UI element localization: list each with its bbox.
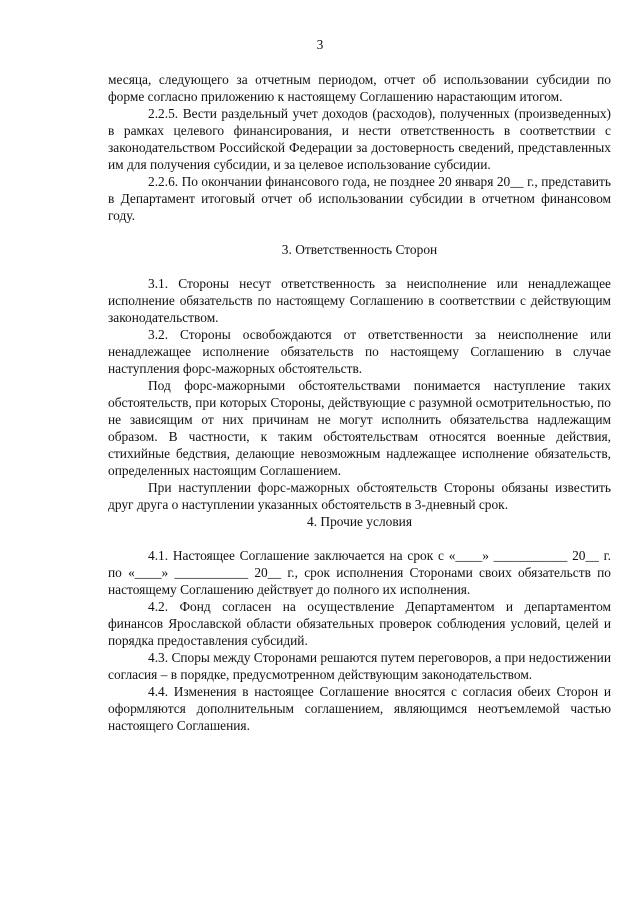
paragraph-continuation: месяца, следующего за отчетным периодом, отчет об использовании субсидии по форме согласно приложению к настоящему Соглашению нарастающим итогом. <box>108 72 611 104</box>
section-heading-4: 4. Прочие условия <box>307 514 412 529</box>
section-heading-3: 3. Ответственность Сторон <box>281 242 438 257</box>
paragraph-4-4: 4.4. Изменения в настоящее Соглашение вносятся с согласия обеих Сторон и оформляются дополнительным соглашением, являющимся неотъемлемой частью настоящего Соглашения. <box>108 684 611 733</box>
paragraph-notification: При наступлении форс-мажорных обстоятельств Стороны обязаны известить друг друга о наступлении указанных обстоятельств в 3-дневный срок. <box>108 480 611 512</box>
paragraph-4-1: 4.1. Настоящее Соглашение заключается на срок с «____» ___________ 20__ г. по «____» ___________ 20__ г., срок исполнения Сторонами своих обязательств по настоящему Соглашению действует до полного их исполнения. <box>108 548 611 597</box>
paragraph-2-2-5: 2.2.5. Вести раздельный учет доходов (расходов), полученных (произведенных) в рамках целевого финансирования, и нести ответственность в соответствии с законодательством Российской Федерации за достоверность сведений, представленных им для получения субсидии, и за целевое использование субсидии. <box>108 106 611 172</box>
document-body <box>108 71 611 734</box>
paragraph-4-3: 4.3. Споры между Сторонами решаются путем переговоров, а при недостижении согласия – в порядке, предусмотренном действующим законодательством. <box>108 650 611 682</box>
paragraph-4-2: 4.2. Фонд согласен на осуществление Департаментом и департаментом финансов Ярославской области обязательных проверок соблюдения условий, целей и порядка предоставления субсидий. <box>108 599 611 648</box>
paragraph-3-2: 3.2. Стороны освобождаются от ответственности за неисполнение или ненадлежащее исполнение обязательств по настоящему Соглашению в случае наступления форс-мажорных обстоятельств. <box>108 327 611 376</box>
paragraph-3-1: 3.1. Стороны несут ответственность за неисполнение или ненадлежащее исполнение обязательств по настоящему Соглашению в соответствии с действующим законодательством. <box>108 276 611 325</box>
paragraph-force-majeure: Под форс-мажорными обстоятельствами понимается наступление таких обстоятельств, при которых Стороны, действующие с разумной осмотрительностью, по не зависящим от них причинам не могут исполнить обязательства надлежащим образом. В частности, к таким обстоятельствам относятся военные действия, стихийные бедствия, делающие невозможным надлежащее исполнение обязательств, определенных настоящим Соглашением. <box>108 378 611 478</box>
paragraph-2-2-6: 2.2.6. По окончании финансового года, не позднее 20 января 20__ г., представить в Департамент итоговый отчет об использовании субсидии в отчетном финансовом году. <box>108 174 611 223</box>
page-number: 3 <box>316 37 324 52</box>
